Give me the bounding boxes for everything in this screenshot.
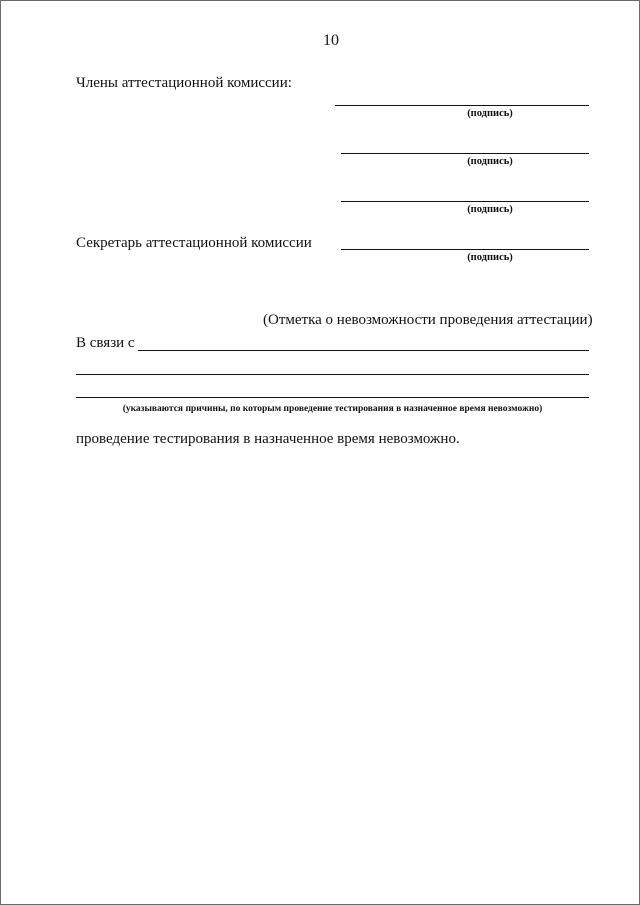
signature-caption-2: (подпись): [467, 156, 513, 167]
signature-line-3: [341, 201, 589, 202]
signature-caption-3: (подпись): [467, 204, 513, 215]
reason-line-1: [138, 350, 589, 351]
page-number: 10: [323, 32, 339, 49]
commission-members-label: Члены аттестационной комиссии:: [76, 75, 292, 91]
reason-prefix: В связи с: [76, 335, 135, 351]
reason-caption: (указываются причины, по которым проведение тестирования в назначенное время невозможно): [122, 404, 543, 414]
reason-line-3: [76, 397, 589, 398]
conclusion-text: проведение тестирования в назначенное время невозможно.: [76, 431, 460, 447]
reason-line-2: [76, 374, 589, 375]
signature-line-2: [341, 153, 589, 154]
secretary-label: Секретарь аттестационной комиссии: [76, 235, 312, 251]
signature-caption-secretary: (подпись): [467, 252, 513, 263]
impossibility-note-heading: (Отметка о невозможности проведения аттестации): [263, 312, 593, 328]
signature-caption-1: (подпись): [467, 108, 513, 119]
signature-line-secretary: [341, 249, 589, 250]
signature-line-1: [335, 105, 589, 106]
